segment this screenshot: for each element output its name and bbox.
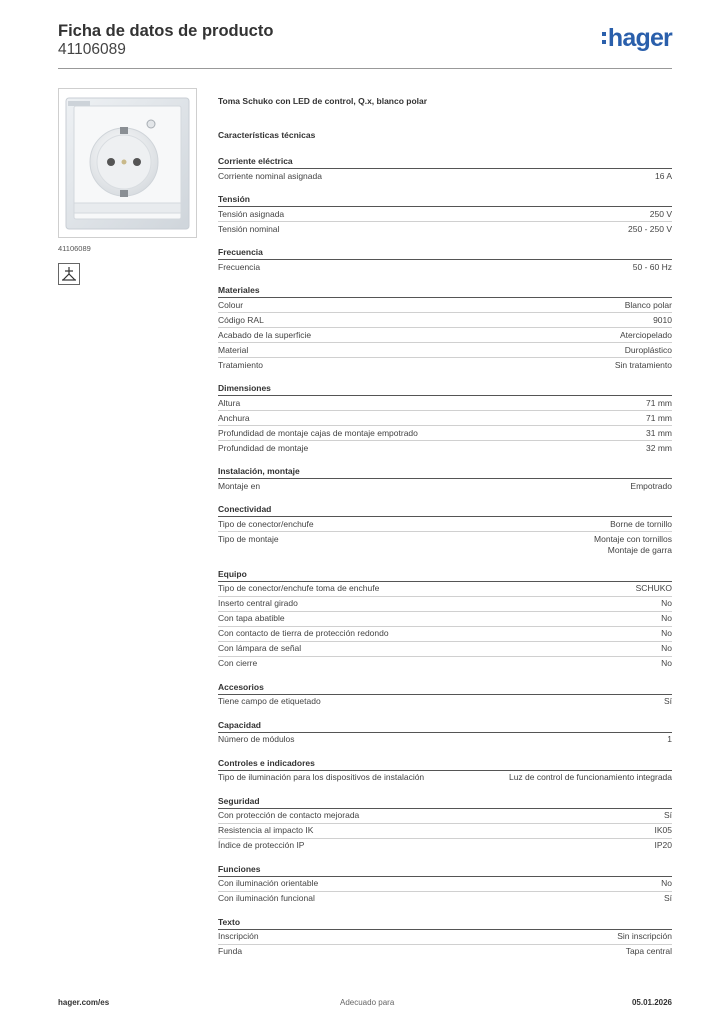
spec-value: [646, 443, 672, 455]
spec-value-line: Tapa central: [625, 946, 672, 956]
spec-value: [661, 878, 672, 890]
socket-illustration-icon: [59, 89, 196, 237]
spec-row: [218, 695, 672, 709]
spec-row: [218, 612, 672, 627]
spec-value: [661, 658, 672, 670]
spec-label: Número de módulos: [218, 734, 295, 744]
spec-value-line: 71 mm: [646, 397, 672, 408]
spec-value-line: Sin inscripción: [617, 931, 672, 941]
spec-group: [218, 193, 672, 236]
spec-value-line: SCHUKO: [635, 583, 672, 593]
spec-value-line: Montaje de garra: [607, 545, 672, 555]
spec-group: [218, 681, 672, 709]
spec-group-title: Accesorios: [218, 681, 672, 695]
spec-value-line: IK05: [654, 825, 672, 835]
spec-value: [664, 810, 672, 822]
spec-value-line: No: [661, 643, 672, 653]
document-title: Ficha de datos de producto: [58, 22, 274, 40]
spec-row: [218, 642, 672, 657]
spec-value-line: Sin tratamiento: [614, 359, 672, 370]
spec-row: [218, 222, 672, 236]
spec-value: [664, 893, 672, 905]
spec-row: [218, 207, 672, 222]
spec-value: [655, 825, 673, 837]
spec-label: Tensión nominal: [218, 223, 280, 234]
spec-label: Código RAL: [218, 314, 264, 325]
spec-row: [218, 260, 672, 274]
spec-row: [218, 809, 672, 824]
spec-value: [615, 360, 672, 372]
spec-value: [653, 315, 672, 327]
spec-value: [594, 534, 672, 557]
spec-label: Acabado de la superficie: [218, 329, 312, 340]
spec-label: Tipo de conector/enchufe: [218, 518, 314, 529]
spec-group-title: Capacidad: [218, 719, 672, 733]
spec-row: [218, 169, 672, 183]
spec-value-line: No: [661, 628, 672, 638]
spec-label: Resistencia al impacto IK: [218, 825, 314, 835]
spec-label: Con lámpara de señal: [218, 643, 302, 653]
spec-group-title: Conectividad: [218, 503, 672, 517]
spec-label: Tratamiento: [218, 359, 264, 370]
spec-value: [646, 428, 672, 440]
spec-value-line: 32 mm: [646, 442, 672, 453]
spec-value-line: 16 A: [654, 170, 672, 181]
spec-row: [218, 733, 672, 747]
spec-value: [610, 519, 672, 531]
spec-value: [646, 413, 672, 425]
spec-value-line: Luz de control de funcionamiento integrada: [508, 772, 672, 782]
spec-value-line: 9010: [653, 314, 672, 325]
spec-value: [617, 931, 672, 943]
spec-group-title: Instalación, montaje: [218, 465, 672, 479]
spec-groups: [218, 155, 672, 959]
spec-group-title: Corriente eléctrica: [218, 155, 672, 169]
spec-value: [661, 643, 672, 655]
spec-value: [646, 398, 672, 410]
spec-group: [218, 757, 672, 785]
spec-value: [655, 171, 672, 183]
spec-label: Montaje en: [218, 480, 261, 491]
spec-group: [218, 382, 672, 455]
spec-row: [218, 343, 672, 358]
spec-row: [218, 426, 672, 441]
spec-value-line: Empotrado: [630, 480, 672, 491]
spec-label: Tensión asignada: [218, 208, 285, 219]
spec-value-line: No: [661, 598, 672, 608]
spec-group: [218, 863, 672, 906]
spec-value: [650, 209, 672, 221]
spec-value: [625, 345, 672, 357]
spec-row: [218, 627, 672, 642]
logo-text: hager: [607, 24, 672, 52]
product-code: 41106089: [58, 244, 91, 253]
spec-row: [218, 411, 672, 426]
spec-row: [218, 582, 672, 597]
spec-row: [218, 824, 672, 839]
installation-symbol-icon: [58, 263, 80, 285]
spec-row: [218, 328, 672, 343]
spec-row: [218, 839, 672, 853]
spec-label: Inscripción: [218, 931, 259, 941]
spec-group: [218, 284, 672, 372]
spec-value-line: 31 mm: [646, 427, 672, 438]
spec-label: Inserto central girado: [218, 598, 298, 608]
spec-row: [218, 298, 672, 313]
spec-group: [218, 465, 672, 493]
section-label: Características técnicas: [218, 130, 316, 140]
spec-label: Con protección de contacto mejorada: [218, 810, 360, 820]
spec-row: [218, 517, 672, 532]
hager-logo: [602, 26, 672, 51]
spec-label: Con iluminación orientable: [218, 878, 319, 888]
footer-center-text: Adecuado para: [340, 998, 395, 1007]
spec-value: [667, 734, 672, 746]
spec-group: [218, 155, 672, 183]
spec-label: Frecuencia: [218, 261, 261, 272]
spec-label: Tiene campo de etiquetado: [218, 696, 321, 706]
footer-date: 05.01.2026: [631, 998, 672, 1007]
spec-row: [218, 313, 672, 328]
spec-label: Tipo de conector/enchufe toma de enchufe: [218, 583, 380, 593]
page-header: [58, 20, 672, 70]
spec-row: [218, 657, 672, 671]
spec-label: Profundidad de montaje cajas de montaje empotrado: [218, 427, 418, 438]
spec-label: Altura: [218, 397, 241, 408]
spec-value-line: No: [661, 878, 672, 888]
spec-value: [625, 300, 672, 312]
spec-row: [218, 358, 672, 372]
spec-value: [509, 772, 672, 784]
spec-value: [655, 840, 673, 852]
spec-row: [218, 892, 672, 906]
spec-label: Colour: [218, 299, 244, 310]
spec-label: Con contacto de tierra de protección redondo: [218, 628, 389, 638]
spec-value: [628, 224, 672, 236]
spec-label: Índice de protección IP: [218, 840, 305, 850]
spec-value: [661, 628, 672, 640]
spec-value-line: 250 - 250 V: [628, 223, 672, 234]
product-image: [58, 88, 197, 238]
spec-value-line: 50 - 60 Hz: [632, 261, 672, 272]
spec-value-line: Borne de tornillo: [610, 518, 672, 529]
technical-data: [218, 95, 672, 969]
spec-row: [218, 945, 672, 959]
spec-value-line: Blanco polar: [624, 299, 672, 310]
spec-label: Funda: [218, 946, 243, 956]
spec-label: Anchura: [218, 412, 250, 423]
spec-value-line: No: [661, 613, 672, 623]
footer-website: hager.com/es: [58, 998, 110, 1007]
spec-group: [218, 246, 672, 274]
header-divider: [58, 68, 672, 69]
spec-label: Profundidad de montaje: [218, 442, 309, 453]
spec-group-title: Frecuencia: [218, 246, 672, 260]
spec-value-line: Aterciopelado: [620, 329, 672, 340]
spec-label: Material: [218, 344, 249, 355]
spec-value-line: 71 mm: [646, 412, 672, 423]
spec-value: [636, 583, 672, 595]
spec-value-line: 1: [667, 734, 672, 744]
spec-group: [218, 795, 672, 853]
spec-label: Con tapa abatible: [218, 613, 285, 623]
spec-value-line: IP20: [654, 840, 672, 850]
spec-group-title: Seguridad: [218, 795, 672, 809]
spec-group-title: Equipo: [218, 568, 672, 582]
spec-label: Con cierre: [218, 658, 258, 668]
product-name: Toma Schuko con LED de control, Q.x, blanco polar: [218, 96, 428, 106]
spec-label: Corriente nominal asignada: [218, 170, 322, 181]
spec-row: [218, 771, 672, 785]
spec-value-line: Duroplástico: [624, 344, 672, 355]
spec-group: [218, 568, 672, 671]
spec-value-line: Montaje con tornillos: [594, 533, 672, 544]
spec-value-line: Sí: [663, 696, 672, 706]
spec-value: [633, 262, 672, 274]
page-footer: [58, 998, 672, 1012]
spec-value-line: 250 V: [649, 208, 672, 219]
spec-row: [218, 532, 672, 558]
spec-group: [218, 719, 672, 747]
spec-value: [661, 613, 672, 625]
spec-value: [661, 598, 672, 610]
spec-value: [664, 696, 672, 708]
document-number: 41106089: [58, 41, 126, 58]
spec-value: [630, 481, 672, 493]
spec-group-title: Controles e indicadores: [218, 757, 672, 771]
spec-row: [218, 930, 672, 945]
spec-value: [626, 946, 672, 958]
spec-value: [620, 330, 672, 342]
spec-group: [218, 916, 672, 959]
spec-row: [218, 597, 672, 612]
spec-value-line: No: [661, 658, 672, 668]
spec-label: Con iluminación funcional: [218, 893, 315, 903]
spec-row: [218, 479, 672, 493]
spec-group-title: Tensión: [218, 193, 672, 207]
spec-label: Tipo de iluminación para los dispositivos de instalación: [218, 772, 425, 782]
logo-dots-icon: [602, 26, 607, 46]
spec-value-line: Sí: [663, 893, 672, 903]
spec-group-title: Materiales: [218, 284, 672, 298]
spec-row: [218, 441, 672, 455]
spec-group-title: Texto: [218, 916, 672, 930]
spec-label: Tipo de montaje: [218, 533, 279, 544]
spec-group-title: Funciones: [218, 863, 672, 877]
spec-row: [218, 877, 672, 892]
spec-group: [218, 503, 672, 558]
spec-group-title: Dimensiones: [218, 382, 672, 396]
spec-row: [218, 396, 672, 411]
spec-value-line: Sí: [663, 810, 672, 820]
